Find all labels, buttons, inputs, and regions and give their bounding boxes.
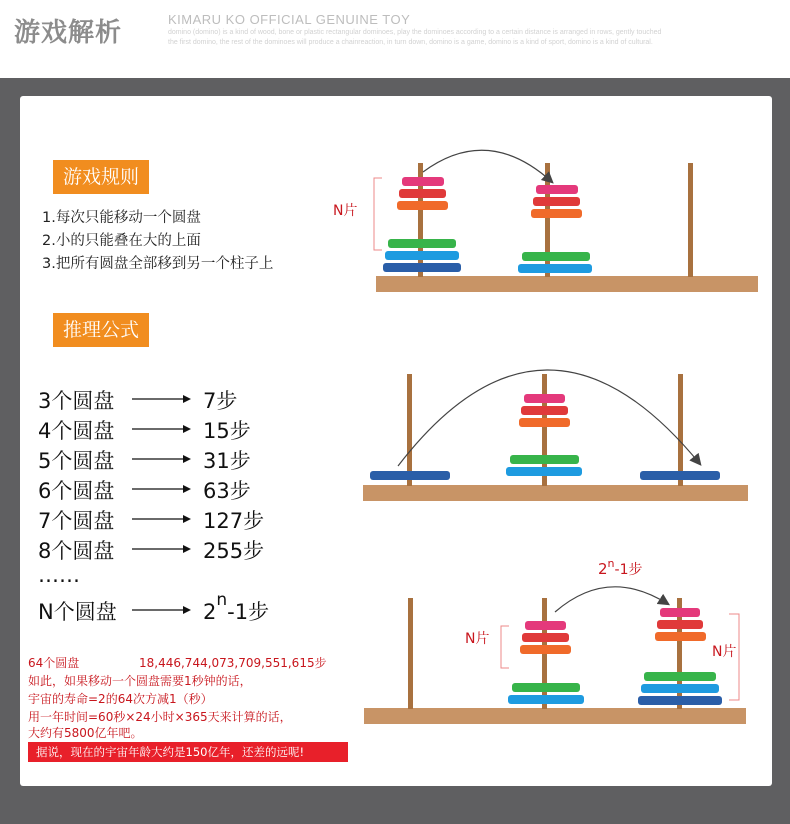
hanoi-diagram-1 <box>333 150 758 292</box>
moves-base: 2 <box>598 560 608 578</box>
disk <box>510 455 579 464</box>
move-arrow <box>398 370 700 466</box>
formula-label: 7个圆盘 <box>38 509 115 533</box>
disk <box>641 684 719 693</box>
disk <box>388 239 456 248</box>
disk <box>512 683 580 692</box>
rule-item: 2.小的只能叠在大的上面 <box>42 233 201 249</box>
tower-base <box>376 276 758 292</box>
calc-value: 18,446,744,073,709,551,615步 <box>139 656 327 670</box>
n-label: N片 <box>333 203 358 219</box>
tower-rod <box>678 374 683 486</box>
disk <box>402 177 444 186</box>
disk <box>399 189 446 198</box>
disk <box>660 608 700 617</box>
fact-banner: 据说，现在的宇宙年龄大约是150亿年，还差的远呢! <box>28 742 348 762</box>
disk <box>370 471 450 480</box>
rules-tag: 游戏规则 <box>53 160 149 194</box>
formula-value: 127步 <box>203 509 265 533</box>
formula-value: 15步 <box>203 419 251 443</box>
tower-rod <box>688 163 693 277</box>
formula-tail: -1步 <box>227 600 270 624</box>
tower-base <box>363 485 748 501</box>
disk <box>640 471 720 480</box>
formula-value: 63步 <box>203 479 251 503</box>
disk <box>518 264 592 273</box>
rule-item: 1.每次只能移动一个圆盘 <box>42 210 201 226</box>
disk <box>531 209 582 218</box>
formula-label: 6个圆盘 <box>38 479 115 503</box>
header-description-line: the first domino, the rest of the dominoes will produce a chainreaction, in turn down, domino is a game, domino is a kind of sport, domino is a kind of cultural. <box>168 39 653 46</box>
disk <box>508 695 584 704</box>
disk <box>657 620 703 629</box>
disk <box>520 645 571 654</box>
calc-line: 宇宙的寿命=2的64次方减1（秒） <box>28 692 213 706</box>
calc-label: 64个圆盘 <box>28 656 80 670</box>
disk <box>506 467 582 476</box>
disk <box>522 252 590 261</box>
formula-label: 5个圆盘 <box>38 449 115 473</box>
formula-exponent: n <box>216 590 228 610</box>
n-label: N片 <box>465 631 490 647</box>
tower-rod <box>408 598 413 709</box>
formula-label: 8个圆盘 <box>38 539 115 563</box>
disk <box>644 672 716 681</box>
formula-label: N个圆盘 <box>38 600 117 624</box>
n-bracket <box>374 178 382 250</box>
disk <box>536 185 578 194</box>
disk <box>655 632 706 641</box>
calc-line: 用一年时间=60秒×24小时×365天来计算的话， <box>28 710 292 724</box>
formula-base: 2 <box>203 600 217 624</box>
hanoi-diagram-3 <box>364 557 746 724</box>
disk <box>383 263 461 272</box>
header-title: 游戏解析 <box>14 18 123 48</box>
disk <box>533 197 580 206</box>
moves-label <box>598 557 643 578</box>
formula-label: 4个圆盘 <box>38 419 115 443</box>
disk <box>522 633 569 642</box>
disk <box>638 696 722 705</box>
disk <box>397 201 448 210</box>
header-brand: KIMARU KO OFFICIAL GENUINE TOY <box>168 12 411 27</box>
header-description-line: domino (domino) is a kind of wood, bone or plastic rectangular dominoes, play the dominoes according to a certain distance is arranged in rows, gently touched <box>168 29 662 36</box>
calc-line: 大约有5800亿年吧。 <box>28 726 143 740</box>
tower-rod <box>407 374 412 486</box>
moves-exponent: n <box>607 557 615 570</box>
n-label: N片 <box>712 644 737 660</box>
formula-value: 31步 <box>203 449 251 473</box>
tower-base <box>364 708 746 724</box>
calc-line: 如此，如果移动一个圆盘需要1秒钟的话， <box>28 674 252 688</box>
move-arrow <box>423 150 552 182</box>
formula-ellipsis: …… <box>38 563 80 587</box>
formula-value: 255步 <box>203 539 265 563</box>
disk <box>519 418 570 427</box>
formula-label: 3个圆盘 <box>38 389 115 413</box>
move-arrow <box>555 587 668 612</box>
n-bracket <box>501 626 509 668</box>
formula-value: 7步 <box>203 389 238 413</box>
formula-tag: 推理公式 <box>53 313 149 347</box>
disk <box>521 406 568 415</box>
disk <box>524 394 565 403</box>
disk <box>385 251 459 260</box>
disk <box>525 621 566 630</box>
rule-item: 3.把所有圆盘全部移到另一个柱子上 <box>42 256 274 272</box>
hanoi-diagram-2 <box>363 370 748 501</box>
moves-tail: -1步 <box>614 562 643 578</box>
